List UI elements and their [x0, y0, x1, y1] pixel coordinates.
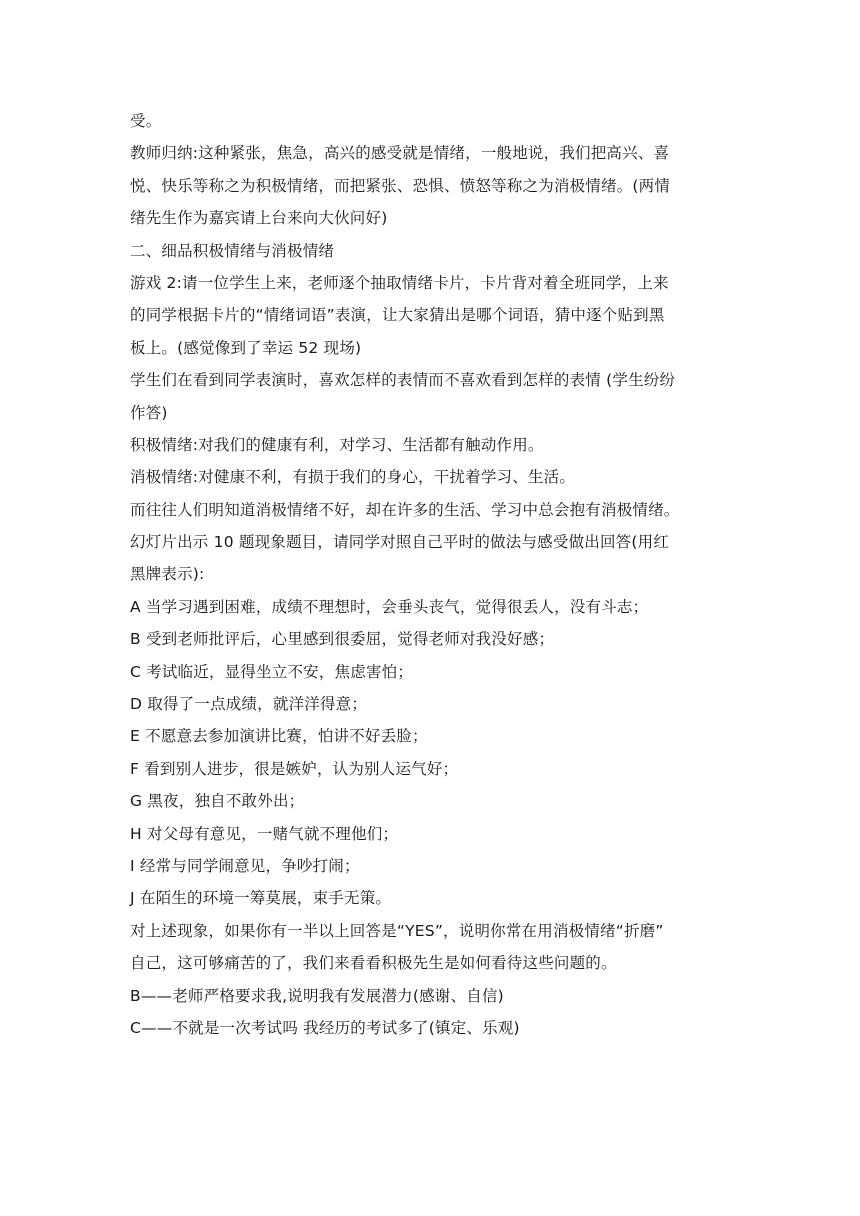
list-item: E 不愿意去参加演讲比赛，怕讲不好丢脸； [130, 727, 428, 746]
text-line: 对上述现象，如果你有一半以上回答是“YES”，说明你常在用消极情绪“折磨” [130, 921, 664, 940]
list-item: F 看到别人进步，很是嫉妒，认为别人运气好； [130, 759, 459, 778]
text-line: 消极情绪:对健康不利，有损于我们的身心，干扰着学习、生活。 [130, 468, 576, 487]
text-line: 作答) [130, 403, 168, 422]
list-item: A 当学习遇到困难，成绩不理想时，会垂头丧气，觉得很丢人，没有斗志； [130, 597, 649, 616]
list-item: G 黑夜，独自不敢外出； [130, 792, 305, 811]
text-line: 绪先生作为嘉宾请上台来向大伙问好) [130, 209, 388, 228]
text-line: 自己，这可够痛苦的了，我们来看看积极先生是如何看待这些问题的。 [130, 954, 617, 973]
list-item: B 受到老师批评后，心里感到很委屈，觉得老师对我没好感； [130, 630, 555, 649]
text-line: B——老师严格要求我,说明我有发展潜力(感谢、自信) [130, 986, 504, 1005]
section-heading: 二、细品积极情绪与消极情绪 [130, 241, 335, 260]
list-item: I 经常与同学闹意见，争吵打闹； [130, 856, 360, 875]
text-line: 幻灯片出示 10 题现象题目，请同学对照自己平时的做法与感受做出回答(用红 [130, 533, 670, 552]
list-item: H 对父母有意见，一赌气就不理他们； [130, 824, 399, 843]
text-line: 教师归纳:这种紧张，焦急，高兴的感受就是情绪，一般地说，我们把高兴、喜 [130, 144, 670, 163]
list-item: J 在陌生的环境一筹莫展，束手无策。 [130, 889, 392, 908]
text-line: 游戏 2:请一位学生上来，老师逐个抽取情绪卡片，卡片背对着全班同学，上来 [130, 273, 669, 292]
text-line: 板上。(感觉像到了幸运 52 现场) [130, 338, 362, 357]
text-line: 的同学根据卡片的“情绪词语”表演，让大家猜出是哪个词语，猜中逐个贴到黑 [130, 306, 665, 325]
text-line: 黑牌表示): [130, 565, 205, 584]
list-item: D 取得了一点成绩，就洋洋得意； [130, 695, 368, 714]
list-item: C 考试临近，显得坐立不安，焦虑害怕； [130, 662, 414, 681]
text-line: 而往往人们明知道消极情绪不好，却在许多的生活、学习中总会抱有消极情绪。 [130, 500, 680, 519]
text-line: C——不就是一次考试吗 我经历的考试多了(镇定、乐观) [130, 1018, 520, 1037]
text-line: 积极情绪:对我们的健康有利，对学习、生活都有触动作用。 [130, 435, 544, 454]
text-line: 受。 [130, 112, 162, 130]
document-body [130, 105, 736, 1044]
text-line: 学生们在看到同学表演时，喜欢怎样的表情而不喜欢看到怎样的表情 (学生纷纷 [130, 371, 676, 390]
text-line: 悦、快乐等称之为积极情绪，而把紧张、恐惧、愤怒等称之为消极情绪。(两情 [130, 176, 671, 195]
